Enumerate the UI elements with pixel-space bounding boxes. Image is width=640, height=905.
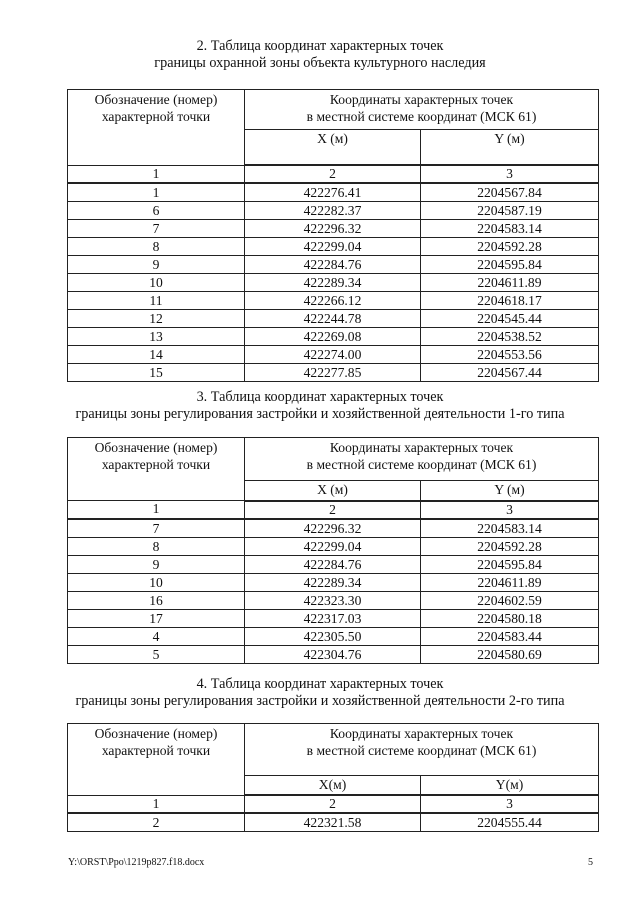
- table-row: [68, 555, 599, 573]
- table-row: [68, 238, 599, 256]
- point-number-cell: 13: [68, 328, 245, 346]
- column-number-row: 1 2 3: [68, 501, 599, 519]
- coords-label-header: Координаты характерных точек в местной системе координат (МСК 61): [245, 724, 599, 776]
- coordinates-table-3: [67, 437, 599, 664]
- column-number-row: 1 2 3: [68, 795, 599, 813]
- point-number-cell: 11: [68, 292, 245, 310]
- point-number-cell: 4: [68, 627, 245, 645]
- point-number-cell: 7: [68, 220, 245, 238]
- y-coordinate-cell: 2204611.89: [421, 274, 599, 292]
- point-label-header: Обозначение (номер) характерной точки: [68, 90, 245, 166]
- y-coordinate-cell: 2204567.84: [421, 183, 599, 202]
- table-row: [68, 645, 599, 663]
- x-coordinate-cell: 422299.04: [245, 238, 421, 256]
- point-label-header: Обозначение (номер) характерной точки: [68, 438, 245, 501]
- table-row: [68, 220, 599, 238]
- section-4-title-line1: 4. Таблица координат характерных точек: [196, 676, 444, 692]
- table-row: [68, 292, 599, 310]
- x-coordinate-cell: 422304.76: [245, 645, 421, 663]
- x-coordinate-cell: 422276.41: [245, 183, 421, 202]
- y-column-header: Y (м): [421, 130, 599, 166]
- y-coordinate-cell: 2204592.28: [421, 238, 599, 256]
- y-column-header: Y(м): [421, 776, 599, 796]
- y-coordinate-cell: 2204583.14: [421, 519, 599, 538]
- point-number-cell: 10: [68, 573, 245, 591]
- table-row: [68, 573, 599, 591]
- x-coordinate-cell: 422305.50: [245, 627, 421, 645]
- table-row: [68, 609, 599, 627]
- x-coordinate-cell: 422323.30: [245, 591, 421, 609]
- section-4-title: [0, 676, 640, 710]
- section-3-title-line2: границы зоны регулирования застройки и хозяйственной деятельности 1-го типа: [75, 406, 565, 422]
- y-coordinate-cell: 2204587.19: [421, 202, 599, 220]
- table-row: [68, 183, 599, 202]
- table-row: [68, 364, 599, 382]
- point-number-cell: 6: [68, 202, 245, 220]
- section-4-title-line2: границы зоны регулирования застройки и хозяйственной деятельности 2-го типа: [75, 693, 565, 709]
- x-coordinate-cell: 422284.76: [245, 555, 421, 573]
- x-column-header: X(м): [245, 776, 421, 796]
- section-2-title-line1: 2. Таблица координат характерных точек: [196, 38, 444, 54]
- y-coordinate-cell: 2204595.84: [421, 555, 599, 573]
- y-column-header: Y (м): [421, 481, 599, 501]
- table-row: [68, 537, 599, 555]
- point-number-cell: 1: [68, 183, 245, 202]
- y-coordinate-cell: 2204580.69: [421, 645, 599, 663]
- y-coordinate-cell: 2204595.84: [421, 256, 599, 274]
- column-number-row: 1 2 3: [68, 165, 599, 183]
- x-coordinate-cell: 422296.32: [245, 519, 421, 538]
- y-coordinate-cell: 2204602.59: [421, 591, 599, 609]
- table-4-body: [68, 813, 599, 832]
- x-coordinate-cell: 422289.34: [245, 274, 421, 292]
- x-coordinate-cell: 422274.00: [245, 346, 421, 364]
- y-coordinate-cell: 2204592.28: [421, 537, 599, 555]
- point-label-header: Обозначение (номер) характерной точки: [68, 724, 245, 796]
- point-number-cell: 9: [68, 256, 245, 274]
- x-coordinate-cell: 422277.85: [245, 364, 421, 382]
- table-row: [68, 519, 599, 538]
- table-row: [68, 274, 599, 292]
- table-row: [68, 202, 599, 220]
- y-coordinate-cell: 2204618.17: [421, 292, 599, 310]
- y-coordinate-cell: 2204553.56: [421, 346, 599, 364]
- point-number-cell: 7: [68, 519, 245, 538]
- x-coordinate-cell: 422321.58: [245, 813, 421, 832]
- point-number-cell: 5: [68, 645, 245, 663]
- y-coordinate-cell: 2204567.44: [421, 364, 599, 382]
- x-coordinate-cell: 422282.37: [245, 202, 421, 220]
- point-number-cell: 8: [68, 238, 245, 256]
- x-coordinate-cell: 422299.04: [245, 537, 421, 555]
- x-coordinate-cell: 422269.08: [245, 328, 421, 346]
- coords-label-header: Координаты характерных точек в местной системе координат (МСК 61): [245, 90, 599, 130]
- x-coordinate-cell: 422266.12: [245, 292, 421, 310]
- table-row: [68, 591, 599, 609]
- y-coordinate-cell: 2204611.89: [421, 573, 599, 591]
- y-coordinate-cell: 2204545.44: [421, 310, 599, 328]
- section-3-title-line1: 3. Таблица координат характерных точек: [196, 389, 444, 405]
- point-number-cell: 16: [68, 591, 245, 609]
- table-3-body: [68, 519, 599, 664]
- x-coordinate-cell: 422284.76: [245, 256, 421, 274]
- table-row: [68, 310, 599, 328]
- table-2-body: [68, 183, 599, 382]
- coords-label-header: Координаты характерных точек в местной системе координат (МСК 61): [245, 438, 599, 481]
- point-number-cell: 8: [68, 537, 245, 555]
- y-coordinate-cell: 2204538.52: [421, 328, 599, 346]
- footer-file-path: Y:\ORST\Ppo\1219p827.f18.docx: [68, 857, 205, 868]
- y-coordinate-cell: 2204555.44: [421, 813, 599, 832]
- x-column-header: X (м): [245, 130, 421, 166]
- point-number-cell: 12: [68, 310, 245, 328]
- table-row: [68, 627, 599, 645]
- point-number-cell: 14: [68, 346, 245, 364]
- y-coordinate-cell: 2204583.44: [421, 627, 599, 645]
- y-coordinate-cell: 2204583.14: [421, 220, 599, 238]
- point-number-cell: 9: [68, 555, 245, 573]
- table-row: [68, 328, 599, 346]
- point-number-cell: 17: [68, 609, 245, 627]
- point-number-cell: 10: [68, 274, 245, 292]
- footer-page-number: 5: [588, 857, 593, 868]
- point-number-cell: 2: [68, 813, 245, 832]
- table-row: [68, 256, 599, 274]
- x-coordinate-cell: 422244.78: [245, 310, 421, 328]
- point-number-cell: 15: [68, 364, 245, 382]
- section-3-title: [0, 389, 640, 423]
- table-row: [68, 346, 599, 364]
- table-row: [68, 813, 599, 832]
- x-column-header: X (м): [245, 481, 421, 501]
- section-2-title: [0, 38, 640, 72]
- x-coordinate-cell: 422289.34: [245, 573, 421, 591]
- x-coordinate-cell: 422296.32: [245, 220, 421, 238]
- coordinates-table-2: [67, 89, 599, 382]
- y-coordinate-cell: 2204580.18: [421, 609, 599, 627]
- section-2-title-line2: границы охранной зоны объекта культурного наследия: [154, 55, 486, 71]
- coordinates-table-4: [67, 723, 599, 832]
- x-coordinate-cell: 422317.03: [245, 609, 421, 627]
